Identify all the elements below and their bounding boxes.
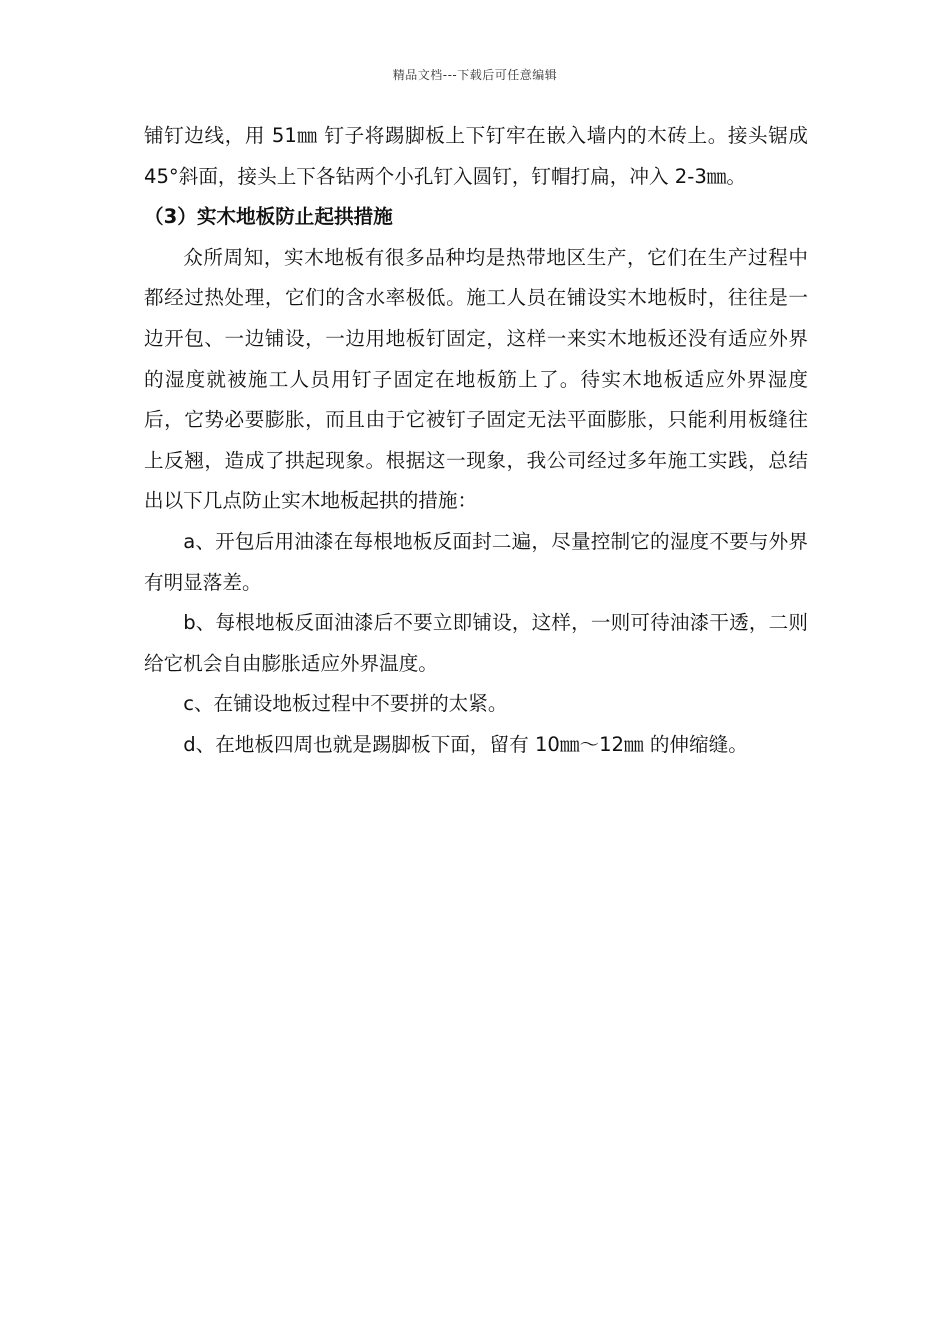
list-item-b: b、每根地板反面油漆后不要立即铺设，这样，一则可待油漆干透，二则给它机会自由膨胀适应外界温度。 (144, 611, 808, 675)
page-header: 精品文档---下载后可任意编辑 (392, 68, 558, 82)
list-item-c: c、在铺设地板过程中不要拼的太紧。 (183, 692, 508, 716)
document-body (144, 116, 808, 766)
list-item-a: a、开包后用油漆在每根地板反面封二遍，尽量控制它的湿度不要与外界有明显落差。 (144, 529, 808, 594)
list-item-d: d、在地板四周也就是踢脚板下面，留有 10㎜～12㎜ 的伸缩缝。 (183, 732, 748, 756)
paragraph-main: 众所周知，实木地板有很多品种均是热带地区生产，它们在生产过程中都经过热处理，它们的含水率极低。施工人员在铺设实木地板时，往往是一边开包、一边铺设，一边用地板钉固定，这样一来实木地板还没有适应外界的湿度就被施工人员用钉子固定在地板筋上了。待实木地板适应外界湿度后，它势必要膨胀，而且由于它被钉子固定无法平面膨胀，只能利用板缝往上反翘，造成了拱起现象。根据这一现象，我公司经过多年施工实践，总结出以下几点防止实木地板起拱的措施： (144, 245, 808, 513)
section-heading: （3）实木地板防止起拱措施 (144, 205, 393, 229)
paragraph-intro: 铺钉边线，用 51㎜ 钉子将踢脚板上下钉牢在嵌入墙内的木砖上。接头锯成 45°斜面，接头上下各钻两个小孔钉入圆钉，钉帽打扁，冲入 2-3㎜。 (144, 124, 808, 188)
